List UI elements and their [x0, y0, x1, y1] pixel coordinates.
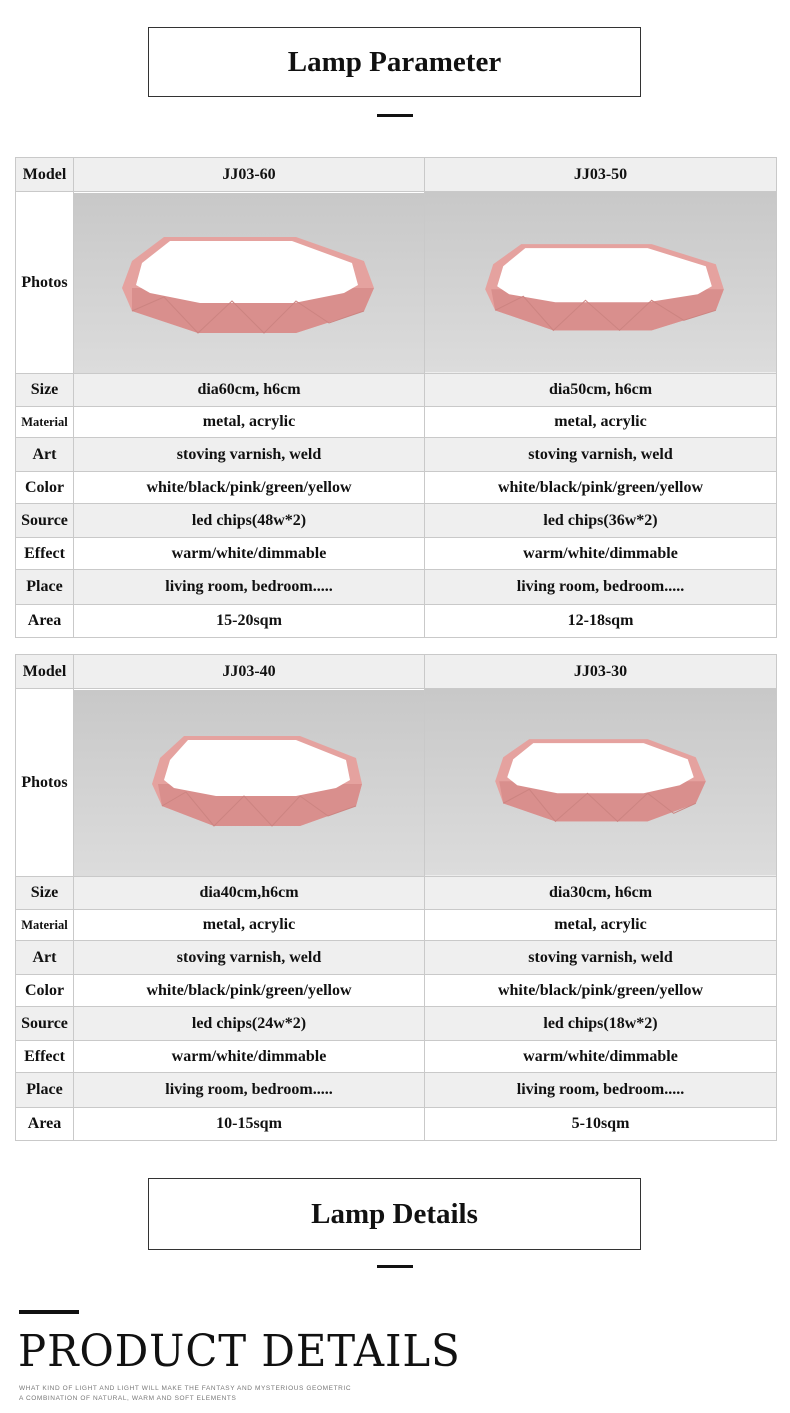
label-material: Material	[16, 910, 74, 941]
material-left: metal, acrylic	[74, 910, 425, 941]
art-left: stoving varnish, weld	[74, 941, 425, 975]
row-model	[16, 655, 777, 689]
row-art	[16, 941, 777, 975]
size-left: dia60cm, h6cm	[74, 374, 425, 407]
source-left: led chips(24w*2)	[74, 1007, 425, 1041]
label-model: Model	[16, 655, 74, 689]
product-details-subtitle-2: A COMBINATION OF NATURAL, WARM AND SOFT ELEMENTS	[19, 1395, 237, 1402]
row-size	[16, 877, 777, 910]
model-right: JJ03-50	[425, 158, 777, 192]
row-art	[16, 438, 777, 472]
area-right: 12-18sqm	[425, 605, 777, 638]
label-place: Place	[16, 1073, 74, 1108]
octagon-lamp-image	[74, 690, 424, 876]
lamp-photo	[74, 192, 425, 374]
label-model: Model	[16, 158, 74, 192]
octagon-lamp-image	[425, 192, 776, 373]
row-place	[16, 1073, 777, 1108]
source-right: led chips(36w*2)	[425, 504, 777, 538]
row-color	[16, 472, 777, 504]
material-right: metal, acrylic	[425, 407, 777, 438]
label-area: Area	[16, 605, 74, 638]
label-place: Place	[16, 570, 74, 605]
size-left: dia40cm,h6cm	[74, 877, 425, 910]
octagon-lamp-image	[74, 193, 424, 373]
art-left: stoving varnish, weld	[74, 438, 425, 472]
label-source: Source	[16, 1007, 74, 1041]
place-right: living room, bedroom.....	[425, 570, 777, 605]
product-details-subtitle-1: WHAT KIND OF LIGHT AND LIGHT WILL MAKE THE FANTASY AND MYSTERIOUS GEOMETRIC	[19, 1385, 352, 1392]
art-right: stoving varnish, weld	[425, 438, 777, 472]
place-right: living room, bedroom.....	[425, 1073, 777, 1108]
row-area	[16, 1108, 777, 1141]
area-left: 15-20sqm	[74, 605, 425, 638]
model-left: JJ03-60	[74, 158, 425, 192]
row-model	[16, 158, 777, 192]
effect-left: warm/white/dimmable	[74, 538, 425, 570]
label-source: Source	[16, 504, 74, 538]
size-right: dia30cm, h6cm	[425, 877, 777, 910]
effect-right: warm/white/dimmable	[425, 538, 777, 570]
size-right: dia50cm, h6cm	[425, 374, 777, 407]
row-effect	[16, 1041, 777, 1073]
row-photos	[16, 689, 777, 877]
label-art: Art	[16, 941, 74, 975]
color-left: white/black/pink/green/yellow	[74, 975, 425, 1007]
label-color: Color	[16, 472, 74, 504]
title-underline	[377, 1265, 413, 1268]
area-left: 10-15sqm	[74, 1108, 425, 1141]
area-right: 5-10sqm	[425, 1108, 777, 1141]
label-size: Size	[16, 374, 74, 407]
effect-left: warm/white/dimmable	[74, 1041, 425, 1073]
lamp-photo	[425, 192, 777, 374]
label-photos: Photos	[16, 689, 74, 877]
material-left: metal, acrylic	[74, 407, 425, 438]
row-area	[16, 605, 777, 638]
art-right: stoving varnish, weld	[425, 941, 777, 975]
color-right: white/black/pink/green/yellow	[425, 472, 777, 504]
row-size	[16, 374, 777, 407]
label-size: Size	[16, 877, 74, 910]
octagon-lamp-image	[425, 689, 776, 876]
model-right: JJ03-30	[425, 655, 777, 689]
row-color	[16, 975, 777, 1007]
label-art: Art	[16, 438, 74, 472]
label-color: Color	[16, 975, 74, 1007]
product-details-bar	[19, 1310, 79, 1314]
lamp-photo	[425, 689, 777, 877]
spec-table-2	[15, 654, 777, 1141]
row-material	[16, 910, 777, 941]
row-effect	[16, 538, 777, 570]
color-left: white/black/pink/green/yellow	[74, 472, 425, 504]
lamp-parameter-title	[148, 27, 641, 97]
lamp-photo	[74, 689, 425, 877]
model-left: JJ03-40	[74, 655, 425, 689]
effect-right: warm/white/dimmable	[425, 1041, 777, 1073]
row-material	[16, 407, 777, 438]
label-effect: Effect	[16, 538, 74, 570]
label-photos: Photos	[16, 192, 74, 374]
title-underline	[377, 114, 413, 117]
row-photos	[16, 192, 777, 374]
row-place	[16, 570, 777, 605]
color-right: white/black/pink/green/yellow	[425, 975, 777, 1007]
spec-table-1	[15, 157, 777, 638]
material-right: metal, acrylic	[425, 910, 777, 941]
label-material: Material	[16, 407, 74, 438]
section-title-text: Lamp Details	[311, 1197, 478, 1230]
source-left: led chips(48w*2)	[74, 504, 425, 538]
label-effect: Effect	[16, 1041, 74, 1073]
place-left: living room, bedroom.....	[74, 570, 425, 605]
place-left: living room, bedroom.....	[74, 1073, 425, 1108]
row-source	[16, 504, 777, 538]
label-area: Area	[16, 1108, 74, 1141]
source-right: led chips(18w*2)	[425, 1007, 777, 1041]
lamp-details-title	[148, 1178, 641, 1250]
row-source	[16, 1007, 777, 1041]
product-details-title: PRODUCT DETAILS	[18, 1326, 461, 1377]
section-title-text: Lamp Parameter	[287, 45, 502, 78]
